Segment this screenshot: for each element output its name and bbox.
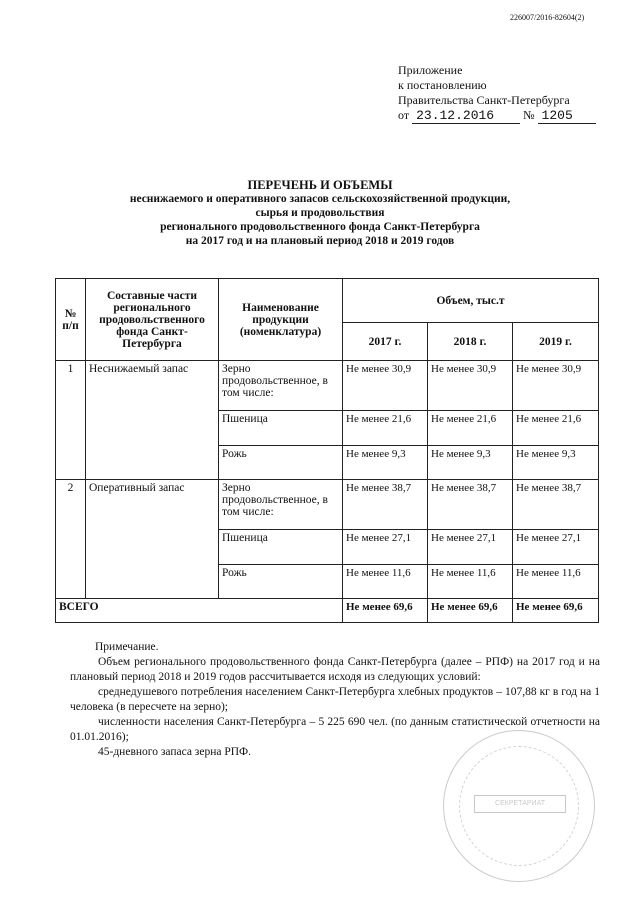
row-product: Пшеница <box>219 411 343 446</box>
row-product: Рожь <box>219 565 343 599</box>
table-row <box>56 361 599 411</box>
row-product: Рожь <box>219 446 343 480</box>
row-value-2018: Не менее 27,1 <box>428 530 513 565</box>
row-value-2017: Не менее 9,3 <box>343 446 428 480</box>
row-product: Зерно продовольственное, в том числе: <box>219 480 343 530</box>
row-value-2017: Не менее 21,6 <box>343 411 428 446</box>
total-value-2018: Не менее 69,6 <box>428 599 513 623</box>
row-part: Неснижаемый запас <box>86 361 219 480</box>
notes-paragraph: среднедушевого потребления населением Санкт-Петербурга хлебных продуктов – 107,88 кг в год на 1 человека (в пересчете на зерно); <box>70 686 600 713</box>
appendix-line: Правительства Санкт-Петербурга <box>398 93 570 107</box>
document-id: 226007/2016-82604(2) <box>510 13 585 22</box>
row-value-2019: Не менее 27,1 <box>513 530 599 565</box>
title-line: сырья и продовольствия <box>255 207 385 219</box>
row-value-2017: Не менее 27,1 <box>343 530 428 565</box>
total-value-2019: Не менее 69,6 <box>513 599 599 623</box>
official-stamp <box>443 730 595 882</box>
total-label: ВСЕГО <box>56 599 343 623</box>
row-num: 1 <box>56 361 86 480</box>
title-line: на 2017 год и на плановый период 2018 и 2019 годов <box>185 235 455 247</box>
decree-number: 1205 <box>538 108 596 124</box>
row-product: Зерно продовольственное, в том числе: <box>219 361 343 411</box>
row-part: Оперативный запас <box>86 480 219 599</box>
stamp-label: СЕКРЕТАРИАТ <box>474 795 566 813</box>
header-num: № п/п <box>56 279 86 361</box>
row-value-2018: Не менее 11,6 <box>428 565 513 599</box>
from-label: от <box>398 108 410 122</box>
row-value-2017: Не менее 11,6 <box>343 565 428 599</box>
header-product: Наименование продукции (номенклатура) <box>219 279 343 361</box>
document-title <box>0 178 640 248</box>
total-row <box>56 599 599 623</box>
header-year-2019: 2019 г. <box>513 323 599 361</box>
row-value-2018: Не менее 9,3 <box>428 446 513 480</box>
row-value-2019: Не менее 11,6 <box>513 565 599 599</box>
row-value-2017: Не менее 30,9 <box>343 361 428 411</box>
notes-heading: Примечание. <box>95 641 159 653</box>
title-main: ПЕРЕЧЕНЬ И ОБЪЕМЫ <box>247 178 393 192</box>
title-line: регионального продовольственного фонда Санкт-Петербурга <box>160 221 480 233</box>
row-value-2019: Не менее 30,9 <box>513 361 599 411</box>
row-product: Пшеница <box>219 530 343 565</box>
appendix-block <box>398 63 596 124</box>
row-value-2019: Не менее 21,6 <box>513 411 599 446</box>
title-line: неснижаемого и оперативного запасов сельскохозяйственной продукции, <box>129 193 511 205</box>
row-value-2018: Не менее 38,7 <box>428 480 513 530</box>
notes-paragraph: 45-дневного запаса зерна РПФ. <box>98 746 251 758</box>
decree-date: 23.12.2016 <box>412 108 520 124</box>
row-value-2017: Не менее 38,7 <box>343 480 428 530</box>
notes-paragraph: Объем регионального продовольственного фонда Санкт-Петербурга (далее – РПФ) на 2017 год и на плановый период 2018 и 2019 годов рассчитывается исходя из следующих условий: <box>70 656 600 683</box>
row-num: 2 <box>56 480 86 599</box>
appendix-line: Приложение <box>398 63 463 77</box>
row-value-2018: Не менее 21,6 <box>428 411 513 446</box>
header-volume: Объем, тыс.т <box>343 279 599 323</box>
header-year-2018: 2018 г. <box>428 323 513 361</box>
row-value-2019: Не менее 9,3 <box>513 446 599 480</box>
appendix-date-line <box>398 108 596 124</box>
row-value-2019: Не менее 38,7 <box>513 480 599 530</box>
header-part: Составные части регионального продовольственного фонда Санкт-Петербурга <box>86 279 219 361</box>
total-value-2017: Не менее 69,6 <box>343 599 428 623</box>
header-year-2017: 2017 г. <box>343 323 428 361</box>
appendix-line: к постановлению <box>398 78 487 92</box>
table-row <box>56 480 599 530</box>
row-value-2018: Не менее 30,9 <box>428 361 513 411</box>
volumes-table <box>55 278 599 623</box>
notes-paragraph: численности населения Санкт-Петербурга – 5 225 690 чел. (по данным статистической отчетности на 01.01.2016); <box>70 716 600 743</box>
number-label: № <box>523 108 535 122</box>
